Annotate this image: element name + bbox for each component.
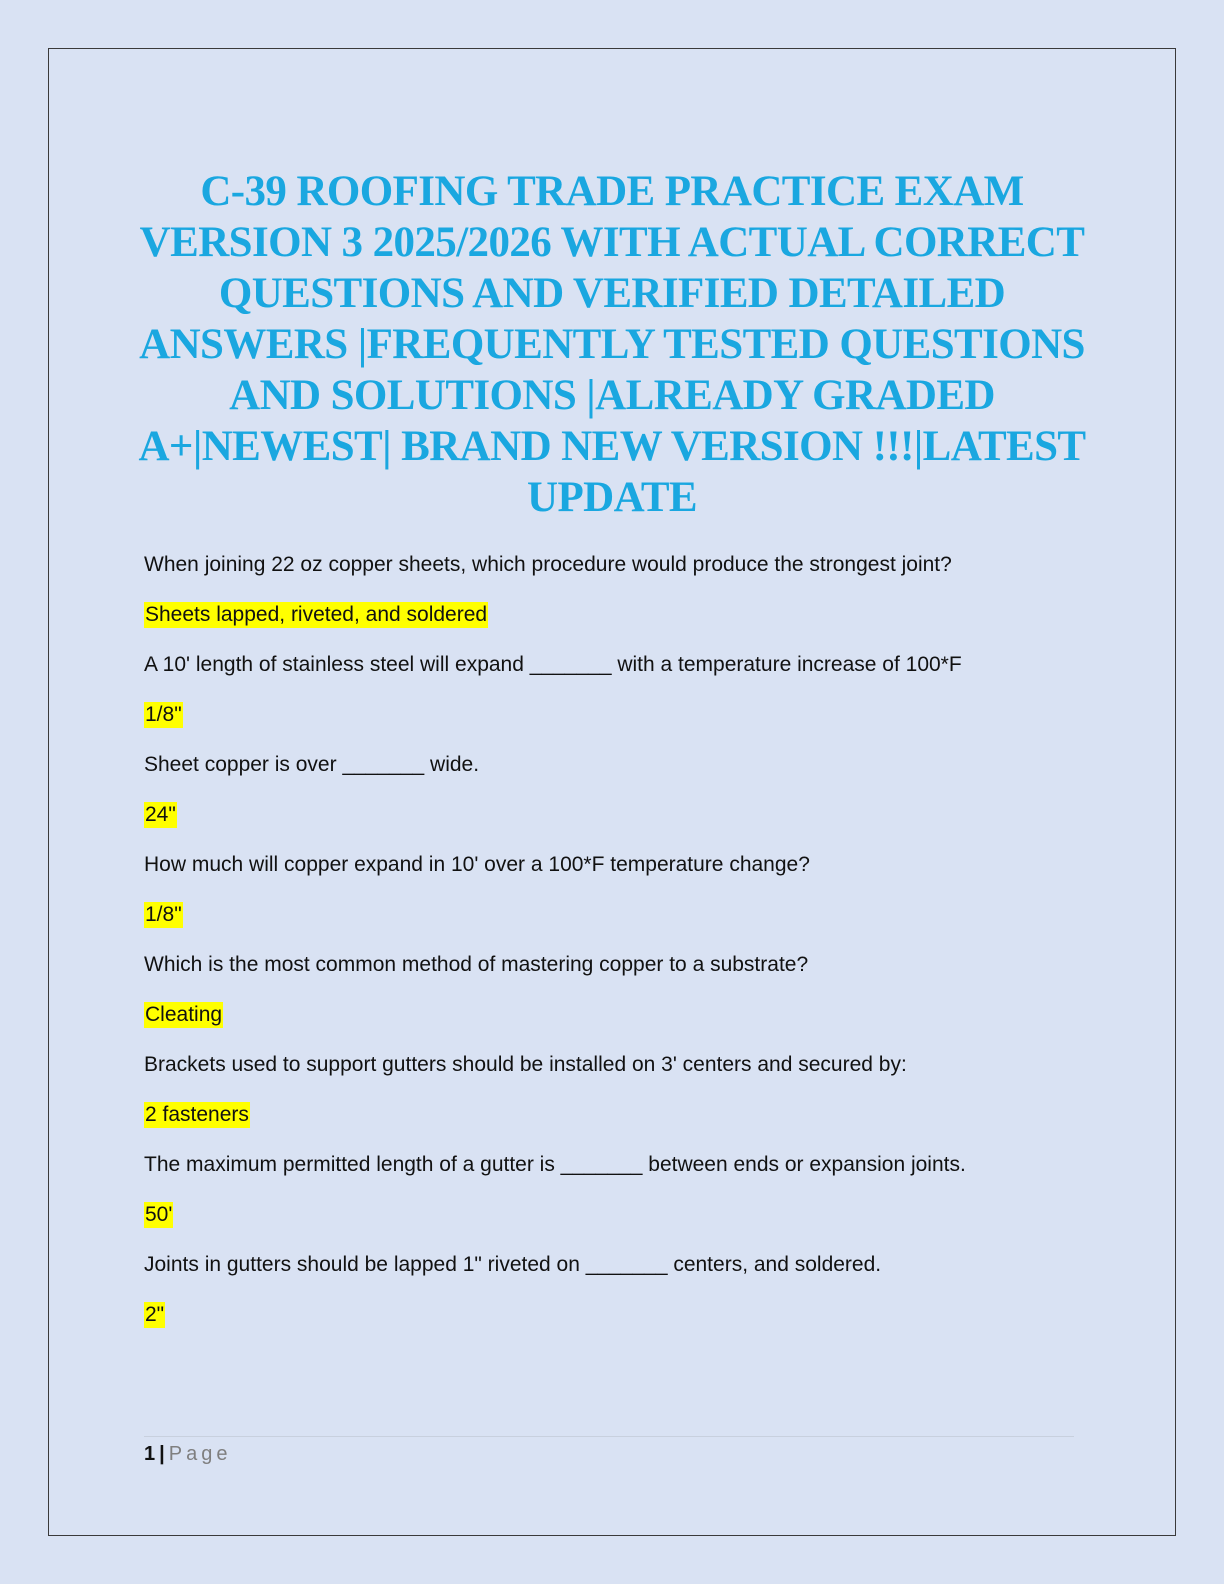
qa-item xyxy=(144,552,1084,652)
question-text: Which is the most common method of mastering copper to a substrate? xyxy=(144,953,809,976)
answer-line xyxy=(144,1202,1084,1252)
question-text: Brackets used to support gutters should be installed on 3' centers and secured by: xyxy=(144,1053,907,1076)
question-text: Sheet copper is over _______ wide. xyxy=(144,753,480,776)
qa-list xyxy=(144,552,1084,1352)
answer-line xyxy=(144,602,1084,652)
question-text: When joining 22 oz copper sheets, which procedure would produce the strongest joint? xyxy=(144,553,952,576)
answer-highlight: 24" xyxy=(145,803,176,826)
answer-highlight: 1/8" xyxy=(145,703,182,726)
question-text: A 10' length of stainless steel will expand _______ with a temperature increase of 100*F xyxy=(144,653,962,676)
page-footer xyxy=(144,1442,231,1466)
qa-item xyxy=(144,852,1084,952)
page-number: 1 xyxy=(144,1443,156,1465)
answer-highlight: 2" xyxy=(145,1303,165,1326)
qa-item xyxy=(144,1052,1084,1152)
question-text: The maximum permitted length of a gutter is _______ between ends or expansion joints. xyxy=(144,1153,966,1176)
footer-divider xyxy=(144,1436,1074,1437)
document-title: C-39 ROOFING TRADE PRACTICE EXAM VERSION 3 2025/2026 WITH ACTUAL CORRECT QUESTIONS AND VERIFIED DETAILED ANSWERS |FREQUENTLY TESTED QUESTIONS AND SOLUTIONS |ALREADY GRADED A+|NEWEST| BRAND NEW VERSION !!!|LATEST UPDATE xyxy=(138,168,1086,521)
qa-item xyxy=(144,752,1084,852)
qa-item xyxy=(144,1252,1084,1352)
page-label: Page xyxy=(168,1443,232,1465)
footer-separator: | xyxy=(159,1443,165,1465)
answer-line xyxy=(144,702,1084,752)
answer-line xyxy=(144,1102,1084,1152)
qa-item xyxy=(144,1152,1084,1252)
answer-line xyxy=(144,902,1084,952)
answer-highlight: 1/8" xyxy=(145,903,182,926)
answer-highlight: Sheets lapped, riveted, and soldered xyxy=(145,603,488,626)
answer-highlight: 2 fasteners xyxy=(145,1103,249,1126)
answer-line xyxy=(144,1002,1084,1052)
question-text: How much will copper expand in 10' over a 100*F temperature change? xyxy=(144,853,810,876)
question-text: Joints in gutters should be lapped 1" riveted on _______ centers, and soldered. xyxy=(144,1253,882,1276)
answer-line xyxy=(144,802,1084,852)
answer-highlight: 50' xyxy=(145,1203,173,1226)
qa-item xyxy=(144,652,1084,752)
answer-line xyxy=(144,1302,1084,1352)
answer-highlight: Cleating xyxy=(145,1003,223,1026)
qa-item xyxy=(144,952,1084,1052)
